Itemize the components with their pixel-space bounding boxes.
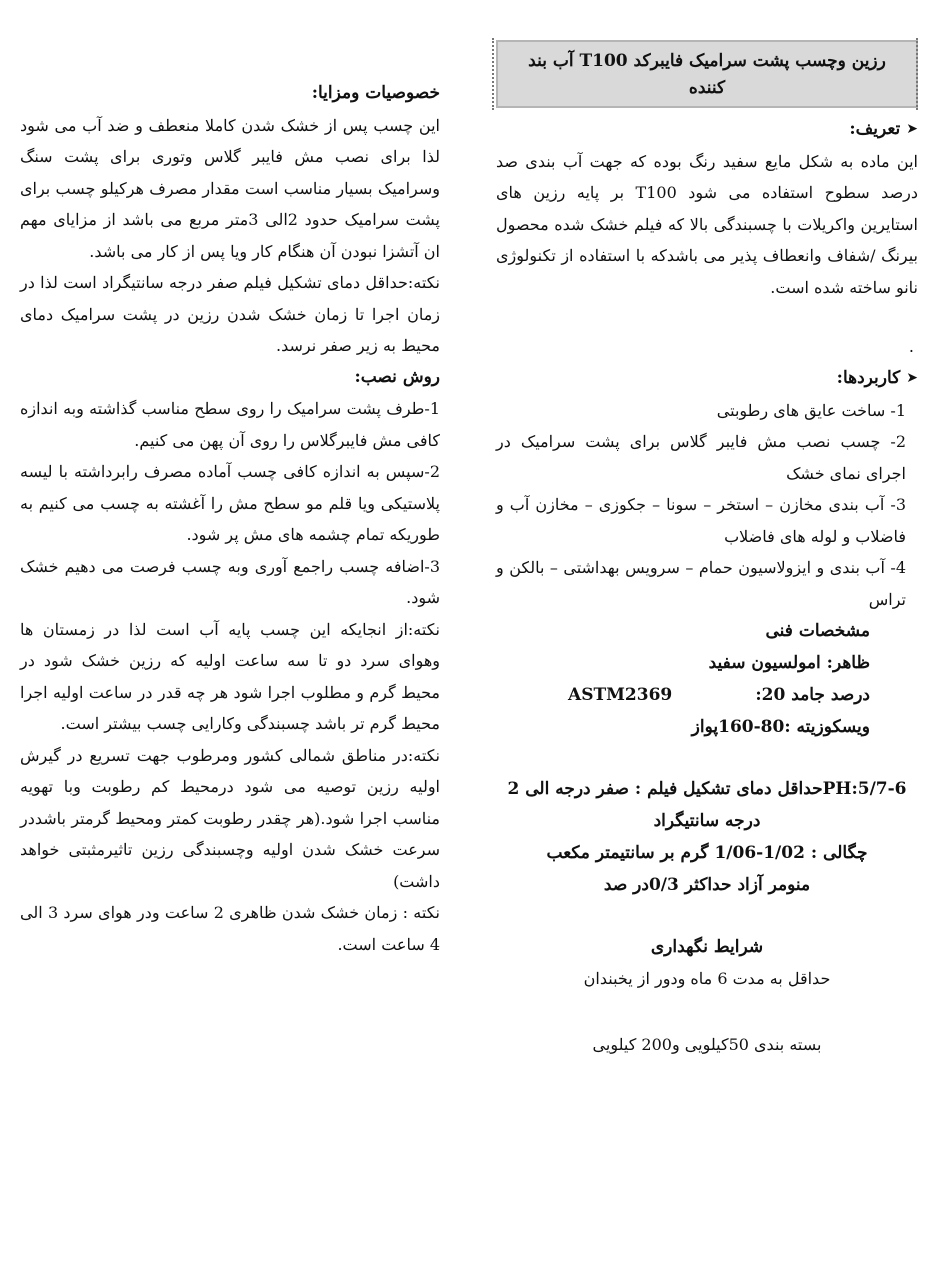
application-item: 4- آب بندی و ایزولاسیون حمام – سرویس بهداشتی – بالکن و تراس	[496, 558, 906, 609]
spec-monomer: منومر آزاد حداکثر 0/3در صد	[603, 875, 811, 895]
spec-solid: درصد جامد 20:	[755, 685, 870, 705]
definition-heading	[496, 114, 918, 146]
applications-heading	[496, 363, 918, 395]
spec-solid-row	[496, 679, 918, 711]
install-step-1: 1-طرف پشت سرامیک را روی سطح مناسب گذاشته وبه اندازه کافی مش فایبرگلاس را روی آن پهن می کنیم.	[20, 399, 440, 450]
applications-heading-text: کاربردها:	[836, 368, 901, 388]
features-heading: خصوصیات ومزایا:	[311, 83, 440, 103]
stray-dot: .	[908, 337, 914, 356]
note-drying-time: نکته : زمان خشک شدن ظاهری 2 ساعت ودر هوای سرد 3 الی 4 ساعت است.	[20, 903, 440, 954]
definition-heading-text: تعریف:	[849, 119, 901, 139]
spec-appearance: ظاهر: امولسیون سفید	[708, 653, 870, 673]
arrow-bullet-icon: ➤	[906, 121, 918, 137]
note-winter: نکته:از انجایکه این چسب پایه آب است لذا در زمستان ها وهوای سرد دو تا سه ساعت اولیه که رزین خشک شود در محیط گرم و مطلوب اجرا شود هر چه قدر در ساعت اولیه اجرا محیط گرم تر باشد چسبندگی وکارایی چسب بیشتر است.	[20, 619, 440, 733]
install-step-2: 2-سپس به اندازه کافی چسب آماده مصرف رابرداشته با لیسه پلاستیکی ویا قلم مو سطح مش را آغشته به چسب می کنیم به طوریکه تمام چشمه های مش پر شود.	[20, 462, 440, 544]
packaging-text: بسته بندی 50کیلویی و200 کیلویی	[592, 1034, 822, 1054]
storage-heading: شرایط نگهداری	[650, 937, 764, 957]
install-heading: روش نصب:	[354, 366, 440, 387]
spec-ph: PH:5/7-6حداقل دمای تشکیل فیلم : صفر درجه الی 2 درجه سانتیگراد	[507, 779, 907, 831]
left-column	[20, 78, 440, 960]
application-item: 3- آب بندی مخازن – استخر – سونا – جکوزی – مخازن آب و فاضلاب و لوله های فاضلاب	[496, 495, 906, 546]
definition-text: این ماده به شکل مایع سفید رنگ بوده که جهت آب بندی صد درصد سطوح استفاده می شود T100 بر پایه رزین های استایرین واکریلات با چسبندگی بالا که فیلم خشک شده محصول بیرنگ /شفاف وانعطاف پذیر می باشدکه با استفاده از تکنولوژی نانو ساخته شده است.	[496, 151, 919, 297]
application-item: 1- ساخت عایق های رطوبتی	[716, 400, 906, 420]
right-column	[496, 40, 918, 1060]
arrow-bullet-icon: ➤	[906, 370, 918, 386]
product-title-text: رزین وچسب پشت سرامیک فایبرکد T100 آب بند کننده	[528, 51, 886, 98]
spec-density: چگالی : 1/02-1/06 گرم بر سانتیمتر مکعب	[546, 843, 868, 863]
features-text: این چسب پس از خشک شدن کاملا منعطف و ضد آب می شود لذا برای نصب مش فایبر گلاس وتوری برای پشت سنگ وسرامیک بسیار مناسب است مقدار مصرف هرکیلو چسب برای پشت سرامیک حدود 2الی 3متر مربع می باشد از مزایای مهم ان آتشزا نبودن آن هنگام کار ویا پس از کار می باشد.	[20, 115, 441, 261]
product-title	[496, 40, 918, 108]
application-item: 2- چسب نصب مش فایبر گلاس برای پشت سرامیک در اجرای نمای خشک	[496, 432, 906, 483]
spec-viscosity: ویسکوزیته :80-160پواز	[691, 717, 870, 737]
spec-heading: مشخصات فنی	[765, 621, 870, 641]
note-film-temperature: نکته:حداقل دمای تشکیل فیلم صفر درجه سانتیگراد است لذا در زمان اجرا تا زمان خشک شدن رزین در پشت سرامیک دمای محیط به زیر صفر نرسد.	[20, 273, 440, 355]
install-step-3: 3-اضافه چسب راجمع آوری وبه چسب فرصت می دهیم خشک شود.	[20, 556, 440, 607]
note-humid-regions: نکته:در مناطق شمالی کشور ومرطوب جهت تسریع در گیرش اولیه رزین توصیه می شود درمحیط کم رطوبت وبا تهویه مناسب اجرا شود.(هر چقدر رطوبت کمتر ومحیط گرمتر باشددر سرعت خشک شدن اولیه وچسبندگی رزین تاثیرمثبتی خواهد داشت)	[20, 745, 440, 891]
storage-text: حداقل به مدت 6 ماه ودور از یخبندان	[583, 969, 831, 988]
spec-astm: ASTM2369	[568, 685, 673, 705]
